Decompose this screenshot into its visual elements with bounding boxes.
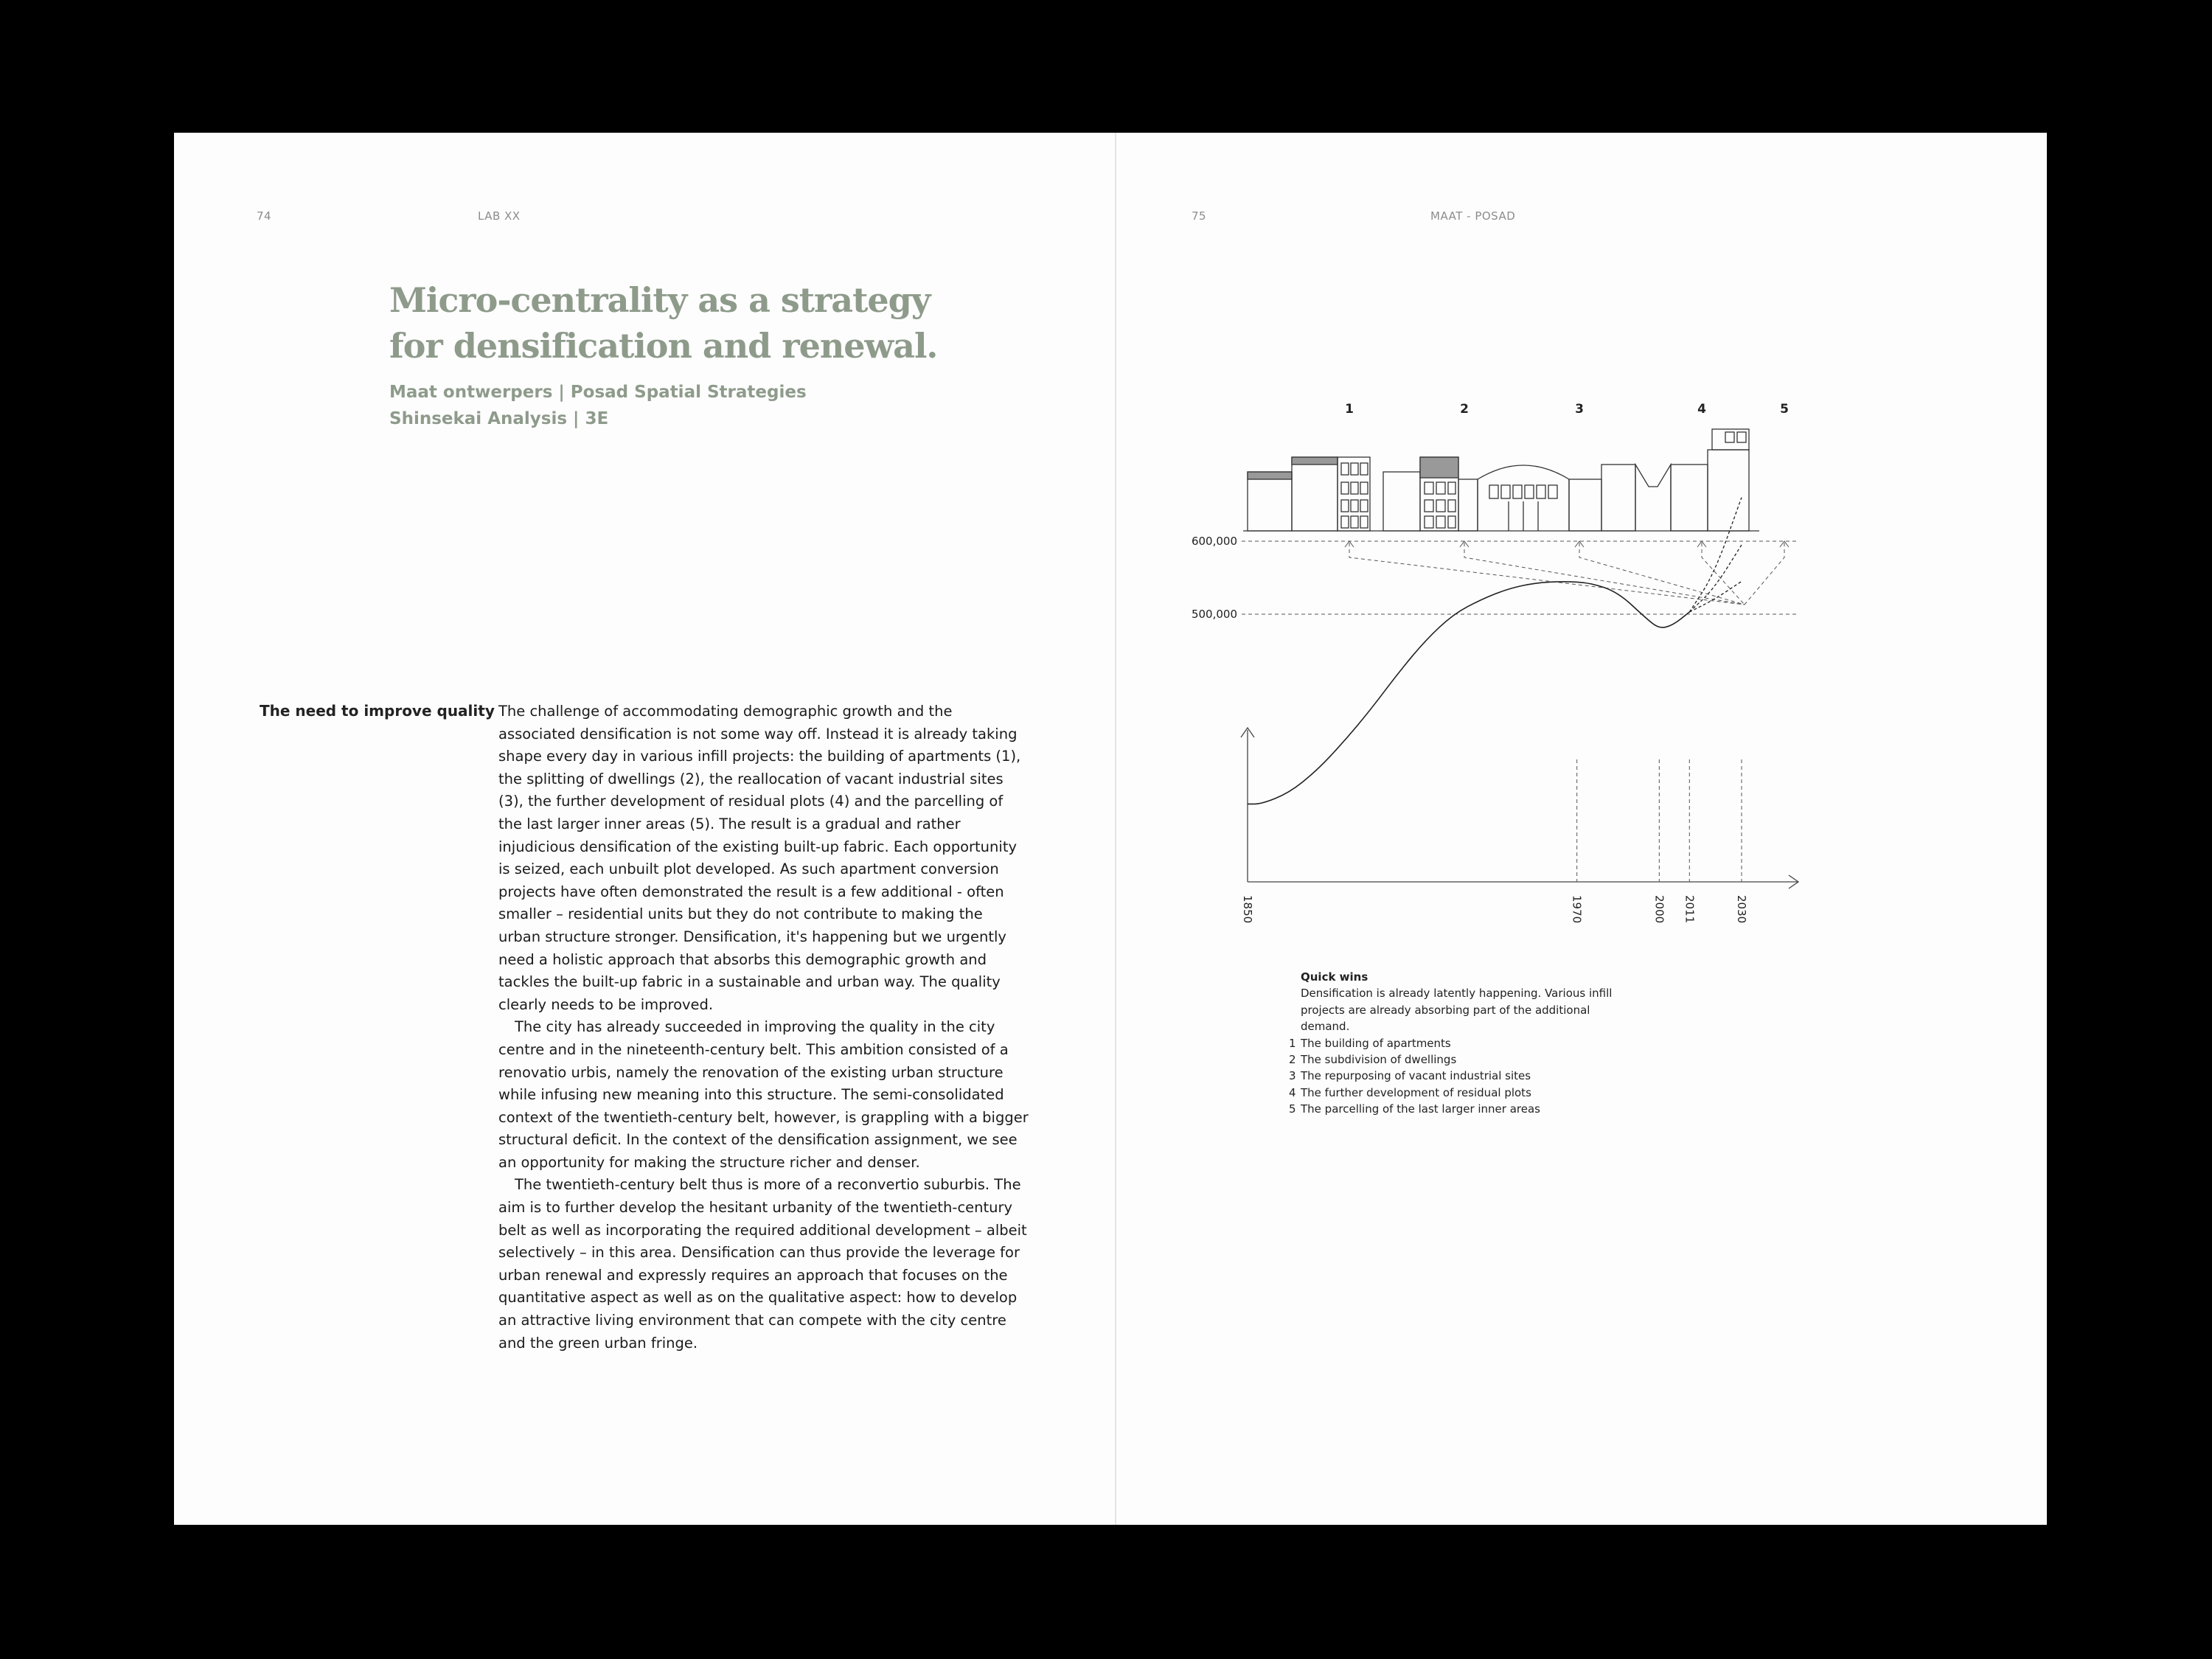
leader-arrowheads [1345,541,1789,547]
building-label: 5 [1780,402,1789,417]
caption-item-label: The subdivision of dwellings [1301,1053,1457,1067]
caption-list-item [1289,1101,1625,1117]
x-tick-label: 2030 [1735,895,1748,924]
page-number-right: 75 [1192,209,1207,223]
building-shape [1601,465,1635,531]
y-tick-label: 500,000 [1191,608,1237,621]
y-tick-label: 600,000 [1191,535,1237,548]
leader-line [1745,543,1784,605]
figure-caption [1289,969,1625,1118]
building-label: 3 [1575,402,1584,417]
building-label: 4 [1697,402,1706,417]
building-inner-area [1708,450,1749,531]
roof-hatch [1292,457,1338,465]
building-shape [1292,457,1338,531]
caption-list-item [1289,1035,1625,1051]
building-shape [1569,479,1601,531]
building-residual-plot [1635,465,1671,531]
leader-line [1702,543,1745,605]
caption-title: Quick wins [1301,970,1368,984]
body-paragraph-3: The twentieth-century belt thus is more of a reconvertio suburbis. The aim is to further develop the hesitant urbanity of the twentieth-century belt as well as incorporating the required additional development – albeit selectively – in this area. Densification can thus provide the leverage for urban renewal and expressly requires an approach that focuses on the quantitative aspect as well as on the qualitative aspect: how to develop an attractive living environment that can compete with the city centre and the green urban fringe. [498,1176,1027,1352]
building-shape [1671,465,1708,531]
densification-chart [1191,383,1804,973]
caption-item-number: 4 [1289,1085,1296,1099]
x-tick-label: 2011 [1683,895,1697,924]
body-paragraph-1: The challenge of accommodating demographic growth and the associated densification is not some way off. Instead it is already taking shape every day in various infill projects: the building of apartments (1), the splitting of dwellings (2), the reallocation of vacant industrial sites (3), the further development of residual plots (4) and the parcelling of the last larger inner areas (5). The result is a gradual and rather injudicious densification of the existing built-up fabric. Each opportunity is seized, each unbuilt plot developed. As such apartment conversion projects have often demonstrated the result is a few additional - often smaller – residential units but they do not contribute to making the urban structure stronger. Densification, it's happening but we urgently need a holistic approach that absorbs this demographic growth and tackles the built-up fabric in a sustainable and urban way. The quality clearly needs to be improved. [498,703,1021,1013]
projection-line [1689,581,1742,612]
window-grid [1425,482,1455,528]
leader-line [1579,543,1745,605]
building-shape [1248,472,1292,531]
leader-line [1464,543,1745,605]
page-number-left: 74 [257,209,272,223]
caption-list [1289,1035,1625,1118]
population-line [1248,582,1689,804]
building-shape [1383,472,1420,531]
running-head-left: LAB XX [478,209,521,223]
caption-item-number: 3 [1289,1069,1296,1083]
caption-item-label: The parcelling of the last larger inner areas [1301,1102,1540,1116]
roof-hatch [1248,472,1292,479]
window-grid [1489,485,1557,498]
article-title [389,277,937,369]
caption-item-label: The repurposing of vacant industrial sites [1301,1069,1531,1083]
book-spread [174,133,2047,1525]
building-labels [1345,402,1789,417]
caption-item-number: 1 [1289,1036,1296,1050]
caption-item-number: 5 [1289,1102,1296,1116]
caption-item-label: The further development of residual plots [1301,1085,1531,1099]
building-label: 1 [1345,402,1354,417]
section-heading: The need to improve quality [260,702,495,720]
caption-item-label: The building of apartments [1301,1036,1451,1050]
streetscape-elevation [1243,429,1759,531]
window-grid [1341,463,1368,528]
caption-list-item [1289,1051,1625,1068]
projection-line [1689,498,1742,612]
caption-text: Densification is already latently happening. Various infill projects are already absorbing part of the additional demand. [1301,987,1613,1034]
x-tick-label: 2000 [1652,895,1666,924]
title-line-2: for densification and renewal. [389,326,938,366]
authors-line-1: Maat ontwerpers | Posad Spatial Strategies [389,383,807,402]
leader-line [1349,543,1745,605]
leader-lines [1349,543,1784,605]
building-label: 2 [1460,402,1469,417]
authors-line-2: Shinsekai Analysis | 3E [389,409,609,428]
body-paragraph-2: The city has already succeeded in improving the quality in the city centre and in the nineteenth-century belt. This ambition consisted of a renovatio urbis, namely the renovation of the existing urban structure while infusing new meaning into this structure. The semi-consolidated context of the twentieth-century belt, however, is grappling with a bigger structural deficit. In the context of the densification assignment, we see an opportunity for making the structure richer and denser. [498,1018,1029,1171]
projection-line [1689,545,1742,612]
title-line-1: Micro-centrality as a strategy [389,280,931,320]
page-gutter [1115,133,1116,1525]
caption-item-number: 2 [1289,1053,1296,1067]
caption-list-item [1289,1085,1625,1101]
x-tick-label: 1970 [1570,895,1584,924]
caption-list-item [1289,1068,1625,1084]
roof-hatch [1420,457,1458,478]
article-authors [389,379,807,432]
building-shape [1458,479,1478,531]
body-text [498,700,1029,1354]
plot-area [1192,498,1798,924]
running-head-right: MAAT - POSAD [1430,209,1516,223]
x-tick-label: 1850 [1241,895,1254,924]
